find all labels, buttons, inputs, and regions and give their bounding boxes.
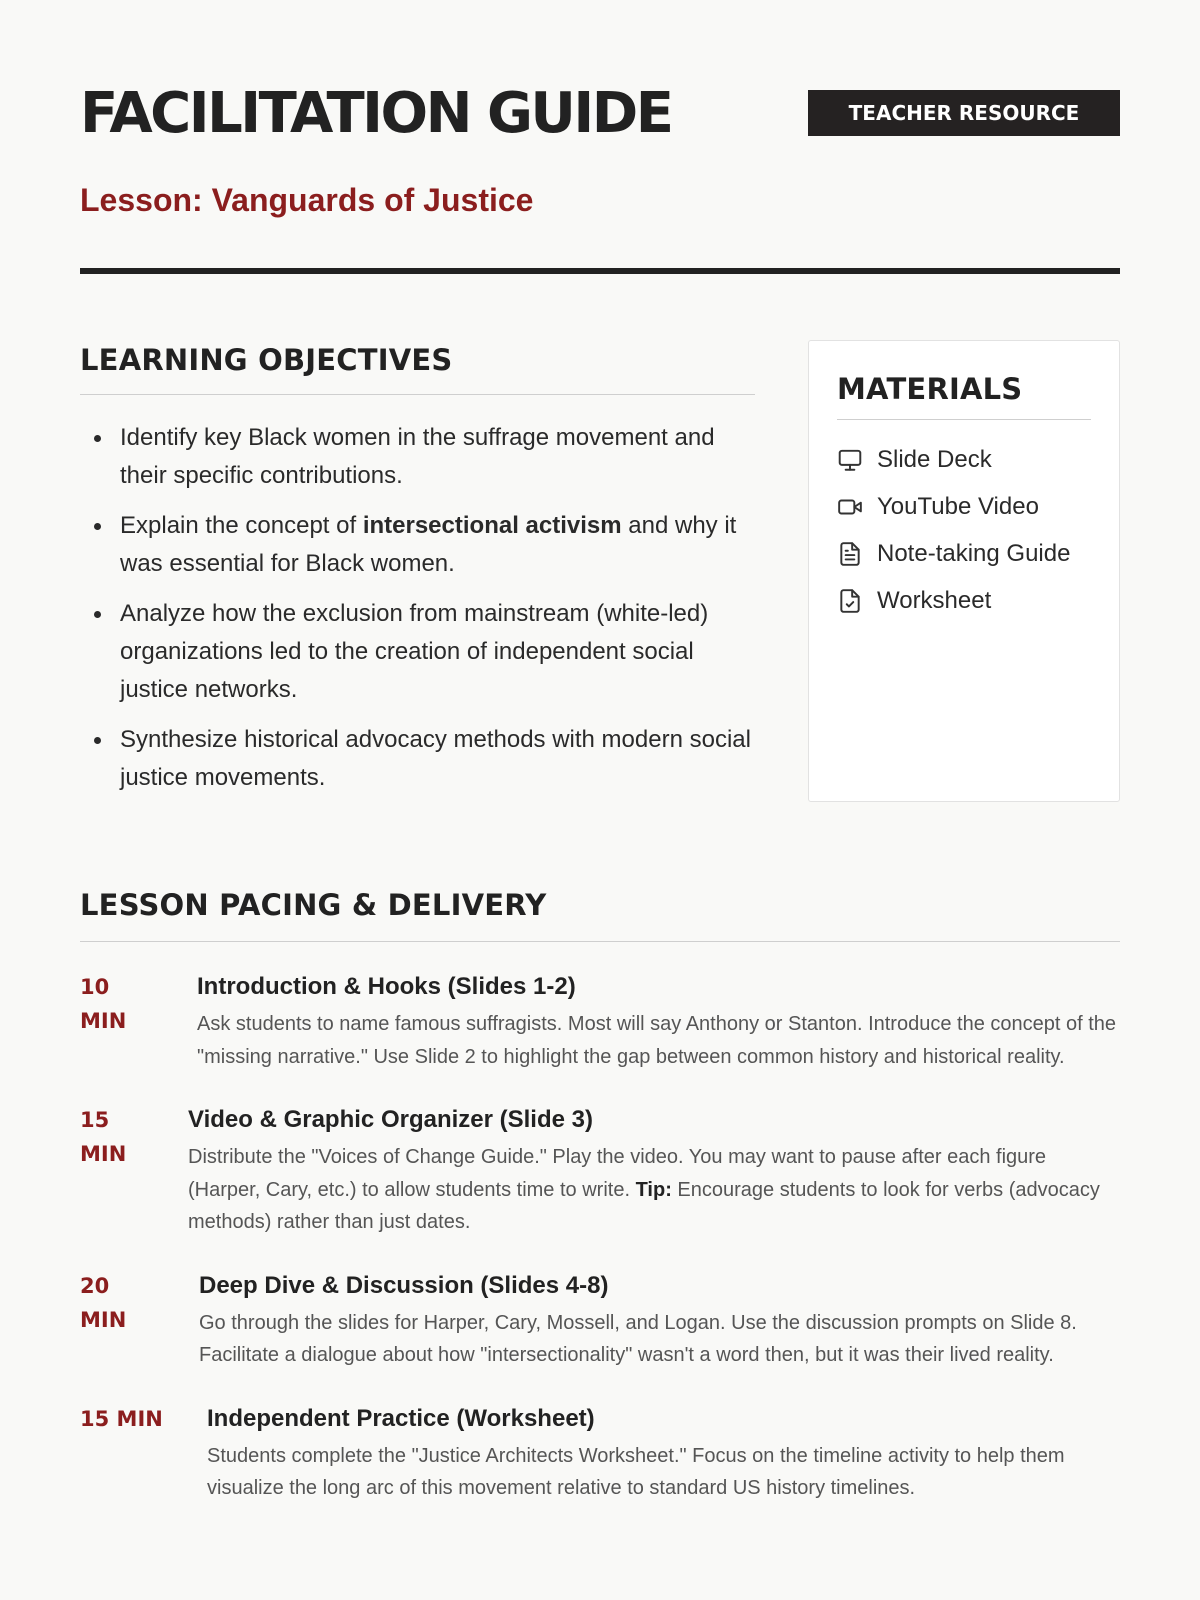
pacing-time-unit: MIN xyxy=(80,1142,127,1166)
pacing-item xyxy=(80,1103,1120,1239)
learning-objectives-section xyxy=(80,340,755,809)
pacing-item xyxy=(80,1269,1120,1372)
objective-item xyxy=(80,507,755,583)
objective-item xyxy=(80,721,755,797)
header-divider xyxy=(80,268,1120,274)
teacher-resource-badge: TEACHER RESOURCE xyxy=(808,90,1120,136)
learning-objectives-heading: LEARNING OBJECTIVES xyxy=(80,340,755,395)
objective-text: Identify key Black women in the suffrage movement and their specific contributions. xyxy=(120,424,715,489)
pacing-time xyxy=(80,1402,207,1505)
pacing-time-value: 15 xyxy=(80,1108,110,1132)
material-label: YouTube Video xyxy=(877,492,1039,520)
material-item-note-taking-guide xyxy=(837,530,1091,577)
material-label: Note-taking Guide xyxy=(877,539,1071,567)
monitor-icon xyxy=(837,447,863,473)
pacing-body xyxy=(199,1269,1120,1372)
pacing-item-title: Independent Practice (Worksheet) xyxy=(207,1404,595,1432)
pacing-body xyxy=(188,1103,1120,1239)
objective-item xyxy=(80,595,755,709)
pacing-item xyxy=(80,1402,1120,1505)
material-item-worksheet xyxy=(837,577,1091,624)
pacing-item-title: Video & Graphic Organizer (Slide 3) xyxy=(188,1106,593,1133)
bullet-icon xyxy=(94,523,101,530)
material-label: Slide Deck xyxy=(877,445,992,473)
pacing-time xyxy=(80,970,197,1073)
objective-text: Synthesize historical advocacy methods with modern social justice movements. xyxy=(120,726,751,791)
pacing-item-title: Deep Dive & Discussion (Slides 4-8) xyxy=(199,1271,609,1299)
objective-text: Analyze how the exclusion from mainstream (white-led) organizations led to the creation of independent social justice networks. xyxy=(120,600,709,703)
bullet-icon xyxy=(94,611,101,618)
materials-heading: MATERIALS xyxy=(837,369,1091,420)
pacing-body xyxy=(197,970,1120,1073)
page-header xyxy=(80,81,1120,146)
lesson-subtitle: Lesson: Vanguards of Justice xyxy=(80,182,534,218)
material-item-slide-deck xyxy=(837,436,1091,483)
objective-emphasis: intersectional activism xyxy=(362,512,622,539)
objective-item xyxy=(80,419,755,495)
objective-text-after: and why it was essential for Black women. xyxy=(120,512,737,577)
pacing-item xyxy=(80,970,1120,1073)
material-label: Worksheet xyxy=(877,586,992,614)
description-after-tip: Encourage students to look for verbs (advocacy methods) rather than just dates. xyxy=(188,1178,1100,1233)
pacing-time-value: 15 xyxy=(80,1406,110,1431)
lesson-pacing-heading: LESSON PACING & DELIVERY xyxy=(80,885,1120,942)
pacing-item-description: Students complete the "Justice Architects Worksheet." Focus on the timeline activity to help them visualize the long arc of this movement relative to standard US history timelines. xyxy=(207,1444,1065,1499)
material-item-youtube-video xyxy=(837,483,1091,530)
materials-card xyxy=(808,340,1120,802)
pacing-time xyxy=(80,1269,199,1372)
pacing-time-value: 10 xyxy=(80,975,110,999)
document-check-icon xyxy=(837,588,863,614)
bullet-icon xyxy=(94,737,101,744)
objective-text-before: Explain the concept of xyxy=(120,512,363,539)
pacing-body xyxy=(207,1402,1120,1505)
pacing-item-description: Go through the slides for Harper, Cary, Mossell, and Logan. Use the discussion prompts on Slide 8. Facilitate a dialogue about how "intersectionality" wasn't a word then, but it was their lived reality. xyxy=(199,1311,1077,1366)
pacing-item-title: Introduction & Hooks (Slides 1-2) xyxy=(197,973,576,1000)
pacing-time xyxy=(80,1103,188,1239)
pacing-time-value: 20 xyxy=(80,1273,110,1298)
pacing-item-description xyxy=(188,1141,1120,1239)
lesson-pacing-section xyxy=(80,885,1120,1505)
pacing-time-unit: MIN xyxy=(80,1009,127,1033)
pacing-item-description: Ask students to name famous suffragists. Most will say Anthony or Stanton. Introduce the concept of the "missing narrative." Use Slide 2 to highlight the gap between common history and historical reality. xyxy=(197,1013,1117,1068)
objectives-list xyxy=(80,419,755,797)
pacing-time-unit: MIN xyxy=(80,1307,127,1332)
top-section xyxy=(80,340,1120,809)
bullet-icon xyxy=(94,435,101,442)
video-camera-icon xyxy=(837,494,863,520)
materials-list xyxy=(837,436,1091,624)
tip-label: Tip: xyxy=(635,1178,672,1201)
description-before-tip: Distribute the "Voices of Change Guide." Play the video. You may want to pause after each figure (Harper, Cary, etc.) to allow students time to write. xyxy=(188,1146,1047,1201)
page-title: FACILITATION GUIDE xyxy=(80,81,672,146)
pacing-time-unit: MIN xyxy=(116,1406,163,1431)
document-text-icon xyxy=(837,541,863,567)
